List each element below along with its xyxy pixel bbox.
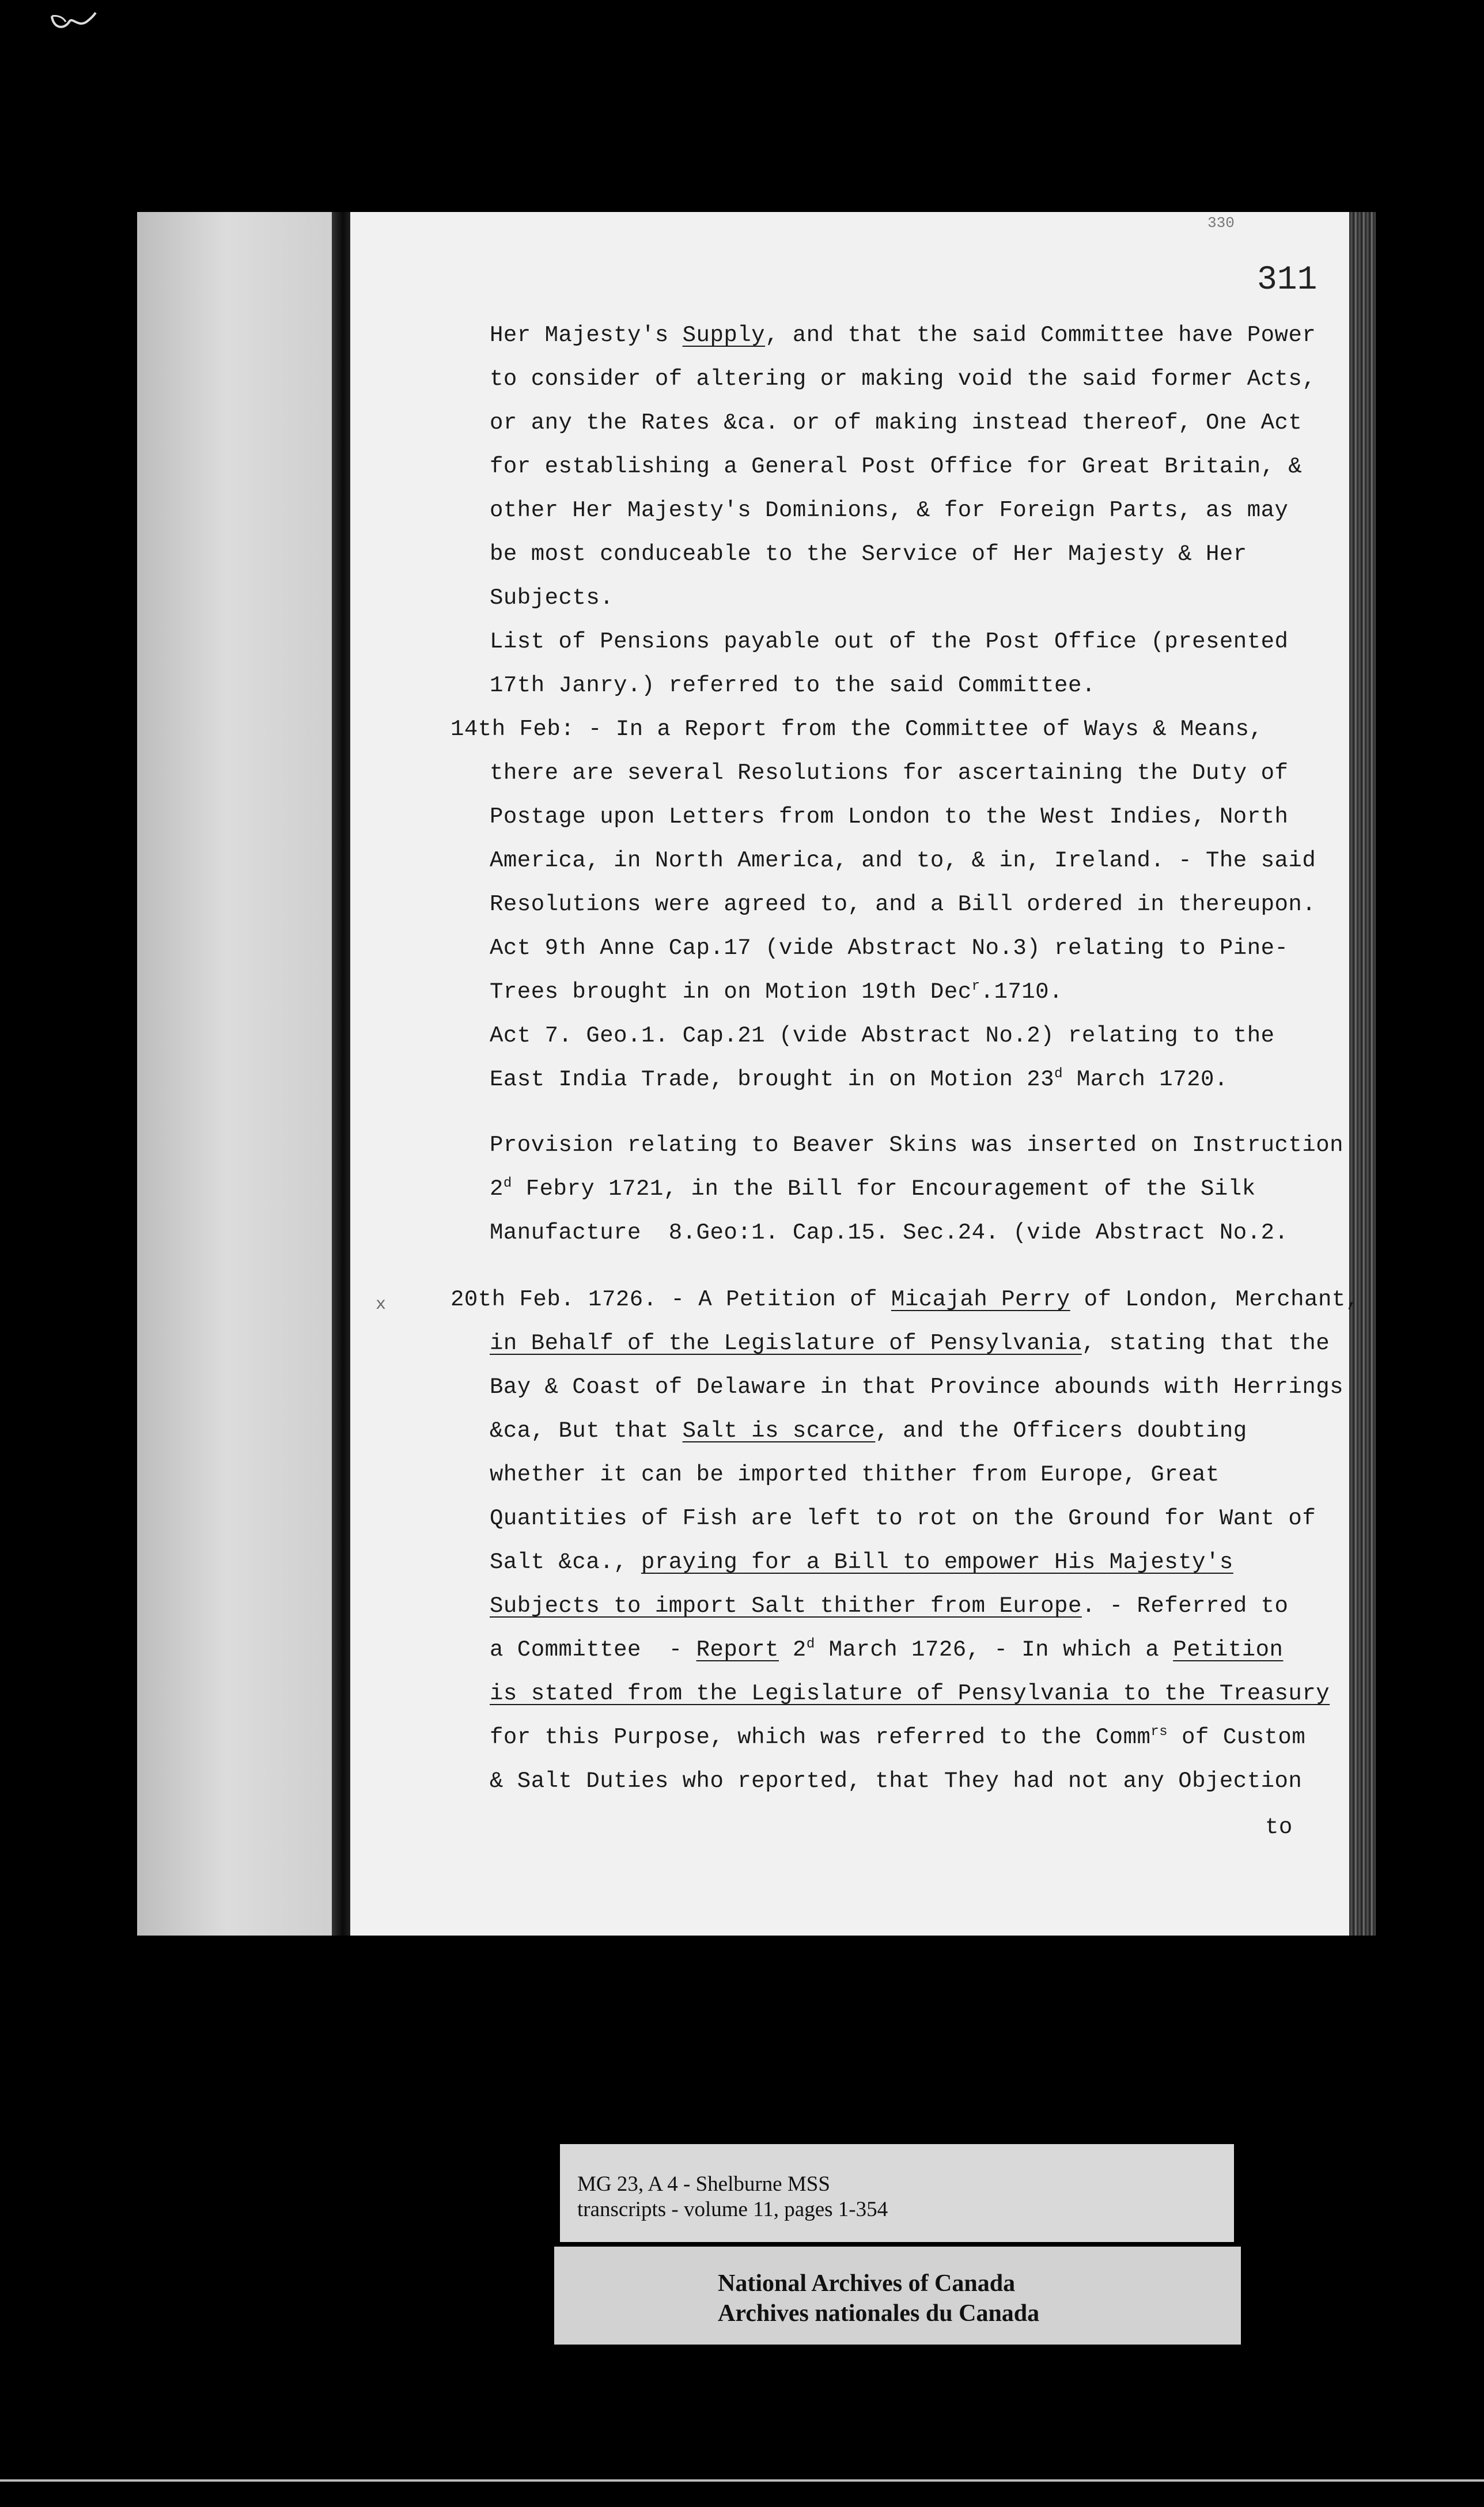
line-text: Subjects. <box>490 585 614 611</box>
line-text: & Salt Duties who reported, that They had not any Objection <box>490 1768 1303 1794</box>
transcript-line <box>490 1374 1343 1400</box>
transcript-line <box>490 1067 1228 1092</box>
transcript-line <box>490 1681 1330 1706</box>
line-text: . - Referred to <box>1081 1593 1289 1619</box>
transcript-line <box>490 1176 1256 1202</box>
line-text: or any the Rates &ca. or of making instead thereof, One Act <box>490 410 1303 435</box>
transcript-line <box>490 1593 1288 1619</box>
line-text: of Custom <box>1168 1725 1306 1750</box>
line-text: Her Majesty's <box>490 323 683 348</box>
line-text: 2 <box>779 1637 807 1663</box>
archive-reference-line-2: transcripts - volume 11, pages 1-354 <box>577 2198 888 2221</box>
facing-page-edge <box>137 212 336 1936</box>
line-text: Febry 1721, in the Bill for Encouragement of the Silk <box>512 1176 1256 1202</box>
transcript-line <box>490 1725 1305 1750</box>
line-text: there are several Resolutions for ascertaining the Duty of <box>490 760 1289 786</box>
transcript-line <box>490 498 1288 523</box>
line-text: America, in North America, and to, & in, Ireland. - The said <box>490 848 1316 873</box>
archive-reference-label <box>560 2144 1234 2242</box>
underlined-text: Report <box>696 1637 779 1663</box>
transcript-line <box>450 1287 1360 1312</box>
line-text: , stating that the <box>1081 1331 1330 1356</box>
line-text: a Committee - <box>490 1637 696 1663</box>
transcript-line <box>490 454 1302 479</box>
page-stack-edge <box>1349 212 1376 1936</box>
line-text: March 1726, - In which a <box>815 1637 1173 1663</box>
archive-name-label <box>554 2247 1241 2345</box>
transcript-line <box>490 366 1316 392</box>
underlined-text: praying for a Bill to empower His Majesty's <box>641 1550 1233 1575</box>
page-number: 311 <box>1257 262 1318 299</box>
line-text: Salt &ca., <box>490 1550 641 1575</box>
line-text: 20th Feb. 1726. - A Petition of <box>450 1287 891 1312</box>
transcript-line <box>490 936 1288 961</box>
transcript-line <box>490 979 1063 1005</box>
stamped-page-number: 330 <box>1207 214 1235 232</box>
line-text: Act 9th Anne Cap.17 (vide Abstract No.3) relating to Pine- <box>490 936 1289 961</box>
line-text: to <box>1265 1815 1293 1840</box>
transcript-line <box>490 760 1288 786</box>
archive-reference-line-1: MG 23, A 4 - Shelburne MSS <box>577 2172 830 2196</box>
underlined-text: Petition <box>1173 1637 1284 1663</box>
transcript-line <box>490 1418 1247 1444</box>
line-text: March 1720. <box>1062 1067 1228 1092</box>
transcript-line <box>490 673 1096 698</box>
transcript-line <box>490 1768 1302 1794</box>
transcript-line <box>490 629 1288 654</box>
line-text: be most conduceable to the Service of Her Majesty & Her <box>490 541 1247 567</box>
superscript-text: d <box>503 1176 512 1191</box>
line-text: , and the Officers doubting <box>875 1418 1247 1444</box>
line-text: Postage upon Letters from London to the West Indies, North <box>490 804 1289 830</box>
line-text: 2 <box>490 1176 504 1202</box>
transcript-line <box>490 1220 1288 1245</box>
line-text: other Her Majesty's Dominions, & for Foreign Parts, as may <box>490 498 1289 523</box>
transcript-line <box>490 804 1288 830</box>
underlined-text: in Behalf of the Legislature of Pensylvania <box>490 1331 1082 1356</box>
line-text: 14th Feb: - In a Report from the Committee of Ways & Means, <box>450 717 1263 742</box>
line-text: &ca, But that <box>490 1418 683 1444</box>
underlined-text: Micajah Perry <box>891 1287 1070 1312</box>
underlined-text: is stated from the Legislature of Pensylvania to the Treasury <box>490 1681 1330 1706</box>
line-text: .1710. <box>980 979 1063 1005</box>
transcript-line <box>490 1637 1283 1663</box>
line-text: Provision relating to Beaver Skins was inserted on Instruction <box>490 1133 1344 1158</box>
superscript-text: d <box>1054 1066 1063 1082</box>
transcript-line <box>490 1506 1316 1531</box>
underlined-text: Salt is scarce <box>682 1418 876 1444</box>
line-text: List of Pensions payable out of the Post Office (presented <box>490 629 1289 654</box>
line-text: to consider of altering or making void the said former Acts, <box>490 366 1316 392</box>
line-text: Quantities of Fish are left to rot on the Ground for Want of <box>490 1506 1316 1531</box>
transcript-line <box>490 1462 1220 1487</box>
transcript-line <box>490 585 614 611</box>
transcript-line <box>1265 1815 1293 1840</box>
underlined-text: Supply <box>682 323 766 348</box>
line-text: Trees brought in on Motion 19th Dec <box>490 979 972 1005</box>
superscript-text: rs <box>1150 1724 1168 1740</box>
line-text: whether it can be imported thither from Europe, Great <box>490 1462 1220 1487</box>
transcript-line <box>490 1331 1330 1356</box>
line-text: of London, Merchant, <box>1070 1287 1360 1312</box>
margin-mark: x <box>376 1295 387 1315</box>
transcript-line <box>490 1133 1343 1158</box>
line-text: for establishing a General Post Office for Great Britain, & <box>490 454 1303 479</box>
transcript-line <box>490 1550 1233 1575</box>
transcript-line <box>490 1023 1275 1048</box>
line-text: East India Trade, brought in on Motion 23 <box>490 1067 1055 1092</box>
underlined-text: Subjects to import Salt thither from Europe <box>490 1593 1082 1619</box>
transcript-line <box>490 848 1316 873</box>
line-text: Bay & Coast of Delaware in that Province abounds with Herrings <box>490 1374 1344 1400</box>
film-edge-line <box>0 2479 1484 2482</box>
archive-name-french: Archives nationales du Canada <box>718 2300 1040 2327</box>
transcript-line <box>450 717 1263 742</box>
line-text: , and that the said Committee have Power <box>765 323 1316 348</box>
line-text: Resolutions were agreed to, and a Bill ordered in thereupon. <box>490 892 1316 917</box>
line-text: Act 7. Geo.1. Cap.21 (vide Abstract No.2) relating to the <box>490 1023 1275 1048</box>
transcript-line <box>490 410 1302 435</box>
superscript-text: d <box>806 1637 815 1652</box>
line-text: Manufacture 8.Geo:1. Cap.15. Sec.24. (vide Abstract No.2. <box>490 1220 1289 1245</box>
transcript-line <box>490 323 1316 348</box>
transcript-line <box>490 892 1316 917</box>
transcript-line <box>490 541 1247 567</box>
archive-name-english: National Archives of Canada <box>718 2270 1016 2297</box>
line-text: for this Purpose, which was referred to the Comm <box>490 1725 1151 1750</box>
line-text: 17th Janry.) referred to the said Committee. <box>490 673 1096 698</box>
corner-handwritten-mark <box>46 5 98 39</box>
superscript-text: r <box>971 979 980 994</box>
